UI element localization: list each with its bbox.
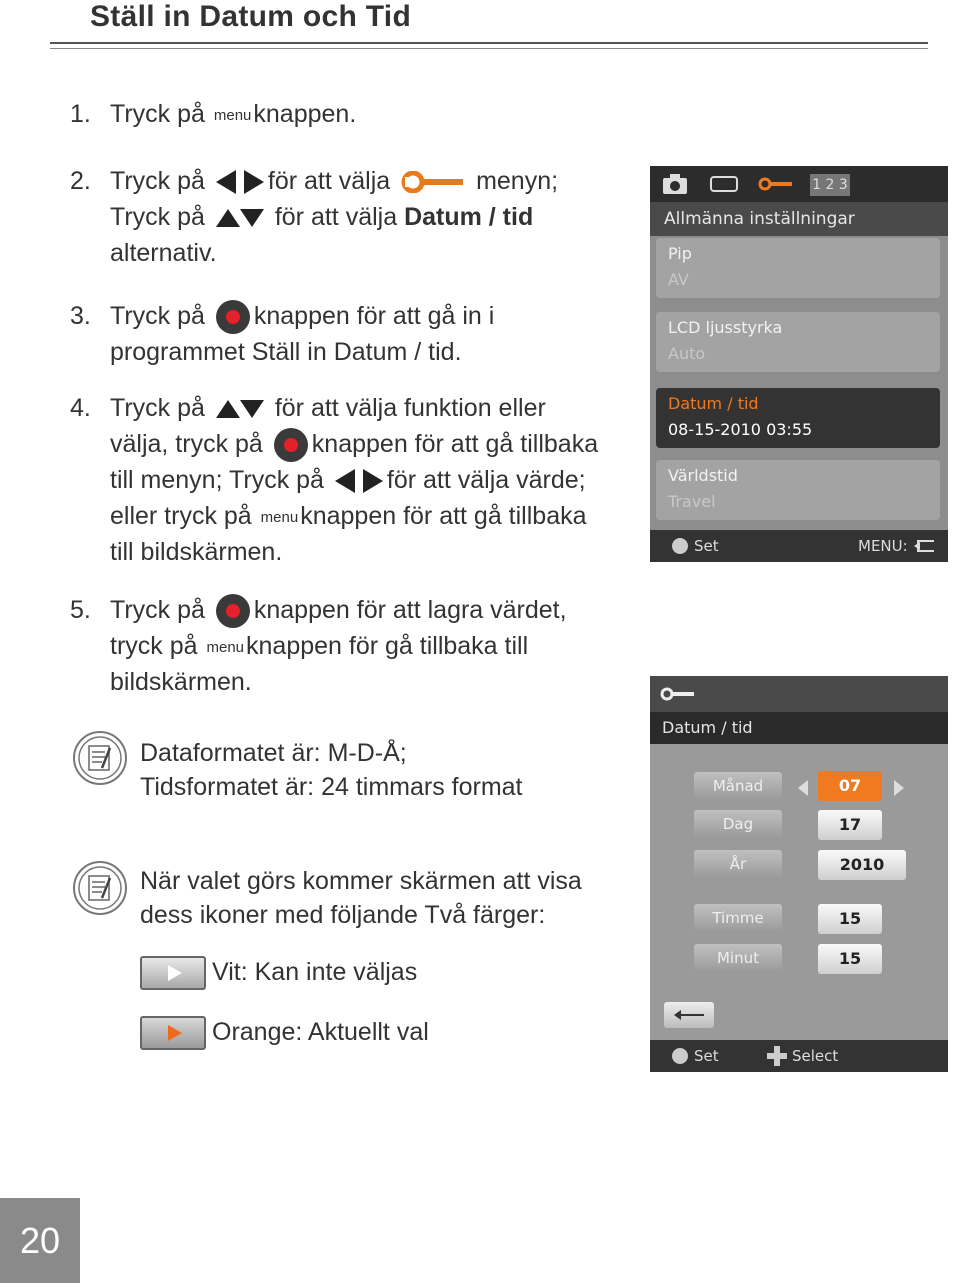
screen-header: Allmänna inställningar bbox=[650, 202, 948, 236]
left-arrow-icon bbox=[216, 170, 236, 194]
note-icon-colors: När valet görs kommer skärmen att visa dess ikoner med följande Två färger: bbox=[140, 867, 582, 929]
menu-button-label: menu bbox=[213, 107, 252, 124]
field-label-year: År bbox=[694, 850, 782, 878]
menu-item-worldtime[interactable]: Världstid Travel bbox=[656, 460, 940, 520]
step-number: 4. bbox=[70, 394, 91, 422]
screen-footer: Set MENU: bbox=[650, 530, 948, 562]
wrench-icon bbox=[401, 171, 465, 193]
wrench-icon bbox=[758, 176, 794, 192]
right-arrow-icon bbox=[363, 469, 383, 493]
camera-screen-settings bbox=[650, 166, 948, 562]
screen-header: Datum / tid bbox=[650, 712, 948, 744]
menu-item-pip[interactable]: Pip AV bbox=[656, 238, 940, 298]
up-arrow-icon bbox=[216, 209, 240, 227]
set-icon bbox=[672, 538, 688, 554]
back-button[interactable] bbox=[664, 1002, 714, 1028]
note-icon bbox=[72, 730, 128, 786]
white-play-icon bbox=[140, 956, 206, 990]
field-label-minute: Minut bbox=[694, 944, 782, 972]
ok-button-icon bbox=[216, 594, 250, 628]
down-arrow-icon bbox=[240, 400, 264, 418]
field-label-month: Månad bbox=[694, 772, 782, 800]
screen-footer: Set Select bbox=[650, 1040, 948, 1072]
field-value-hour[interactable]: 15 bbox=[818, 904, 882, 934]
left-arrow-icon bbox=[335, 469, 355, 493]
ok-button-icon bbox=[216, 300, 250, 334]
title-rule-thin bbox=[50, 48, 928, 49]
wrench-icon bbox=[660, 686, 696, 702]
page-indicator: 1 2 3 bbox=[810, 174, 850, 196]
menu-item-datetime[interactable]: Datum / tid 08-15-2010 03:55 bbox=[656, 388, 940, 448]
return-icon bbox=[912, 539, 936, 553]
field-value-year[interactable]: 2010 bbox=[818, 850, 906, 880]
note-icon bbox=[72, 860, 128, 916]
camera-icon bbox=[662, 173, 688, 195]
set-icon bbox=[672, 1048, 688, 1064]
page-number: 20 bbox=[0, 1198, 80, 1283]
step-number: 2. bbox=[70, 167, 91, 195]
menu-button-label: menu bbox=[260, 509, 299, 526]
field-value-day[interactable]: 17 bbox=[818, 810, 882, 840]
up-arrow-icon bbox=[216, 400, 240, 418]
step-number: 3. bbox=[70, 302, 91, 330]
right-arrow-icon bbox=[244, 170, 264, 194]
camera-screen-datetime bbox=[650, 676, 948, 1072]
legend-white: Vit: Kan inte väljas bbox=[140, 954, 417, 990]
menu-item-lcd[interactable]: LCD ljusstyrka Auto bbox=[656, 312, 940, 372]
orange-play-icon bbox=[140, 1016, 206, 1050]
field-label-day: Dag bbox=[694, 810, 782, 838]
screen-tab-bar bbox=[650, 676, 948, 712]
title-rule bbox=[50, 42, 928, 44]
step-number: 1. bbox=[70, 100, 91, 128]
note-date-format: Dataformatet är: M-D-Å; Tidsformatet är: 24 timmars format bbox=[140, 739, 523, 801]
playback-icon bbox=[710, 176, 738, 192]
screen-tab-bar bbox=[650, 166, 948, 202]
page-title: Ställ in Datum och Tid bbox=[90, 0, 412, 33]
ok-button-icon bbox=[274, 428, 308, 462]
field-value-minute[interactable]: 15 bbox=[818, 944, 882, 974]
step-number: 5. bbox=[70, 596, 91, 624]
field-label-hour: Timme bbox=[694, 904, 782, 932]
dpad-icon bbox=[766, 1046, 788, 1066]
back-arrow-icon bbox=[672, 1008, 706, 1022]
field-value-month[interactable]: 07 bbox=[818, 771, 882, 801]
down-arrow-icon bbox=[240, 209, 264, 227]
legend-orange: Orange: Aktuellt val bbox=[140, 1014, 429, 1050]
left-arrow-icon[interactable] bbox=[798, 780, 808, 796]
menu-button-label: menu bbox=[206, 639, 245, 656]
right-arrow-icon[interactable] bbox=[894, 780, 904, 796]
